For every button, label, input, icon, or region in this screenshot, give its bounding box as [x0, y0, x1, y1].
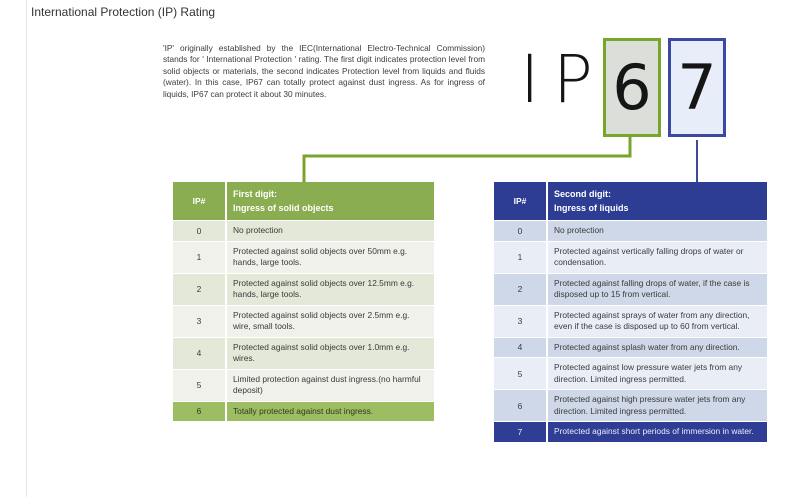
second-digit-table	[494, 182, 767, 443]
description-cell: No protection	[226, 221, 434, 242]
description-cell: Protected against falling drops of water, if the case is disposed up to 15 from vertical.	[547, 273, 767, 305]
table-row	[173, 241, 434, 273]
header-line-1: First digit:	[233, 189, 277, 199]
table-row	[173, 337, 434, 369]
description-cell: Limited protection against dust ingress.(no harmful deposit)	[226, 369, 434, 401]
header-line-2: Ingress of liquids	[554, 203, 629, 213]
ip-number-cell: 5	[494, 358, 547, 390]
ip-number-cell: 4	[494, 337, 547, 358]
ip-number-cell: 3	[173, 305, 226, 337]
table-row-highlighted	[494, 422, 767, 443]
description-cell: Protected against vertically falling drops of water or condensation.	[547, 241, 767, 273]
ip-number-cell: 6	[173, 401, 226, 422]
ip-number-cell: 3	[494, 305, 547, 337]
ip-number-cell: 4	[173, 337, 226, 369]
description-cell: Protected against short periods of immersion in water.	[547, 422, 767, 443]
page-title: International Protection (IP) Rating	[31, 5, 216, 19]
description-cell: Totally protected against dust ingress.	[226, 401, 434, 422]
first-digit-box: 6	[603, 38, 661, 137]
description-cell: Protected against solid objects over 12.5mm e.g. hands, large tools.	[226, 273, 434, 305]
table-row	[494, 241, 767, 273]
table-header-row	[494, 182, 767, 221]
ip-number-cell: 6	[494, 390, 547, 422]
header-line-1: Second digit:	[554, 189, 611, 199]
table-row	[494, 221, 767, 242]
table-row	[494, 337, 767, 358]
description-cell: No protection	[547, 221, 767, 242]
table-row	[173, 273, 434, 305]
ip-number-cell: 1	[173, 241, 226, 273]
ip-letter-i: I	[520, 41, 540, 118]
table-row	[494, 273, 767, 305]
description-cell: Protected against solid objects over 1.0mm e.g. wires.	[226, 337, 434, 369]
ip-number-cell: 2	[173, 273, 226, 305]
description-cell: Protected against sprays of water from any direction, even if the case is disposed up to 60 from vertical.	[547, 305, 767, 337]
first-digit-table	[173, 182, 434, 422]
description-cell: Protected against solid objects over 2.5mm e.g. wire, small tools.	[226, 305, 434, 337]
ip-number-header: IP#	[173, 182, 226, 221]
description-cell: Protected against solid objects over 50mm e.g. hands, large tools.	[226, 241, 434, 273]
description-cell: Protected against high pressure water jets from any direction. Limited ingress permitted.	[547, 390, 767, 422]
header-line-2: Ingress of solid objects	[233, 203, 334, 213]
table-row	[173, 305, 434, 337]
description-cell: Protected against splash water from any direction.	[547, 337, 767, 358]
first-digit-header	[226, 182, 434, 221]
table-row	[494, 358, 767, 390]
ip-number-cell: 1	[494, 241, 547, 273]
ip-number-cell: 0	[173, 221, 226, 242]
ip-letter-p: P	[553, 41, 593, 118]
table-row	[494, 305, 767, 337]
table-header-row	[173, 182, 434, 221]
ip-number-header: IP#	[494, 182, 547, 221]
table-row	[494, 390, 767, 422]
ip-number-cell: 7	[494, 422, 547, 443]
description-cell: Protected against low pressure water jets from any direction. Limited ingress permitted.	[547, 358, 767, 390]
ip-number-cell: 2	[494, 273, 547, 305]
intro-paragraph: 'IP' originally established by the IEC(International Electro-Technical Commission) stands for ' International Protection ' rating. The first digit indicates protection level from solid objects or materials, the second indicates Protection level from liquids and fluids (water). In this case, IP67 can totally protect against dust ingress. As for ingress of liquids, IP67 can protect it about 30 minutes.	[163, 43, 485, 99]
table-row-highlighted	[173, 401, 434, 422]
second-digit-header	[547, 182, 767, 221]
second-digit-box: 7	[668, 38, 726, 137]
ip-number-cell: 5	[173, 369, 226, 401]
ip-number-cell: 0	[494, 221, 547, 242]
table-row	[173, 369, 434, 401]
table-row	[173, 221, 434, 242]
